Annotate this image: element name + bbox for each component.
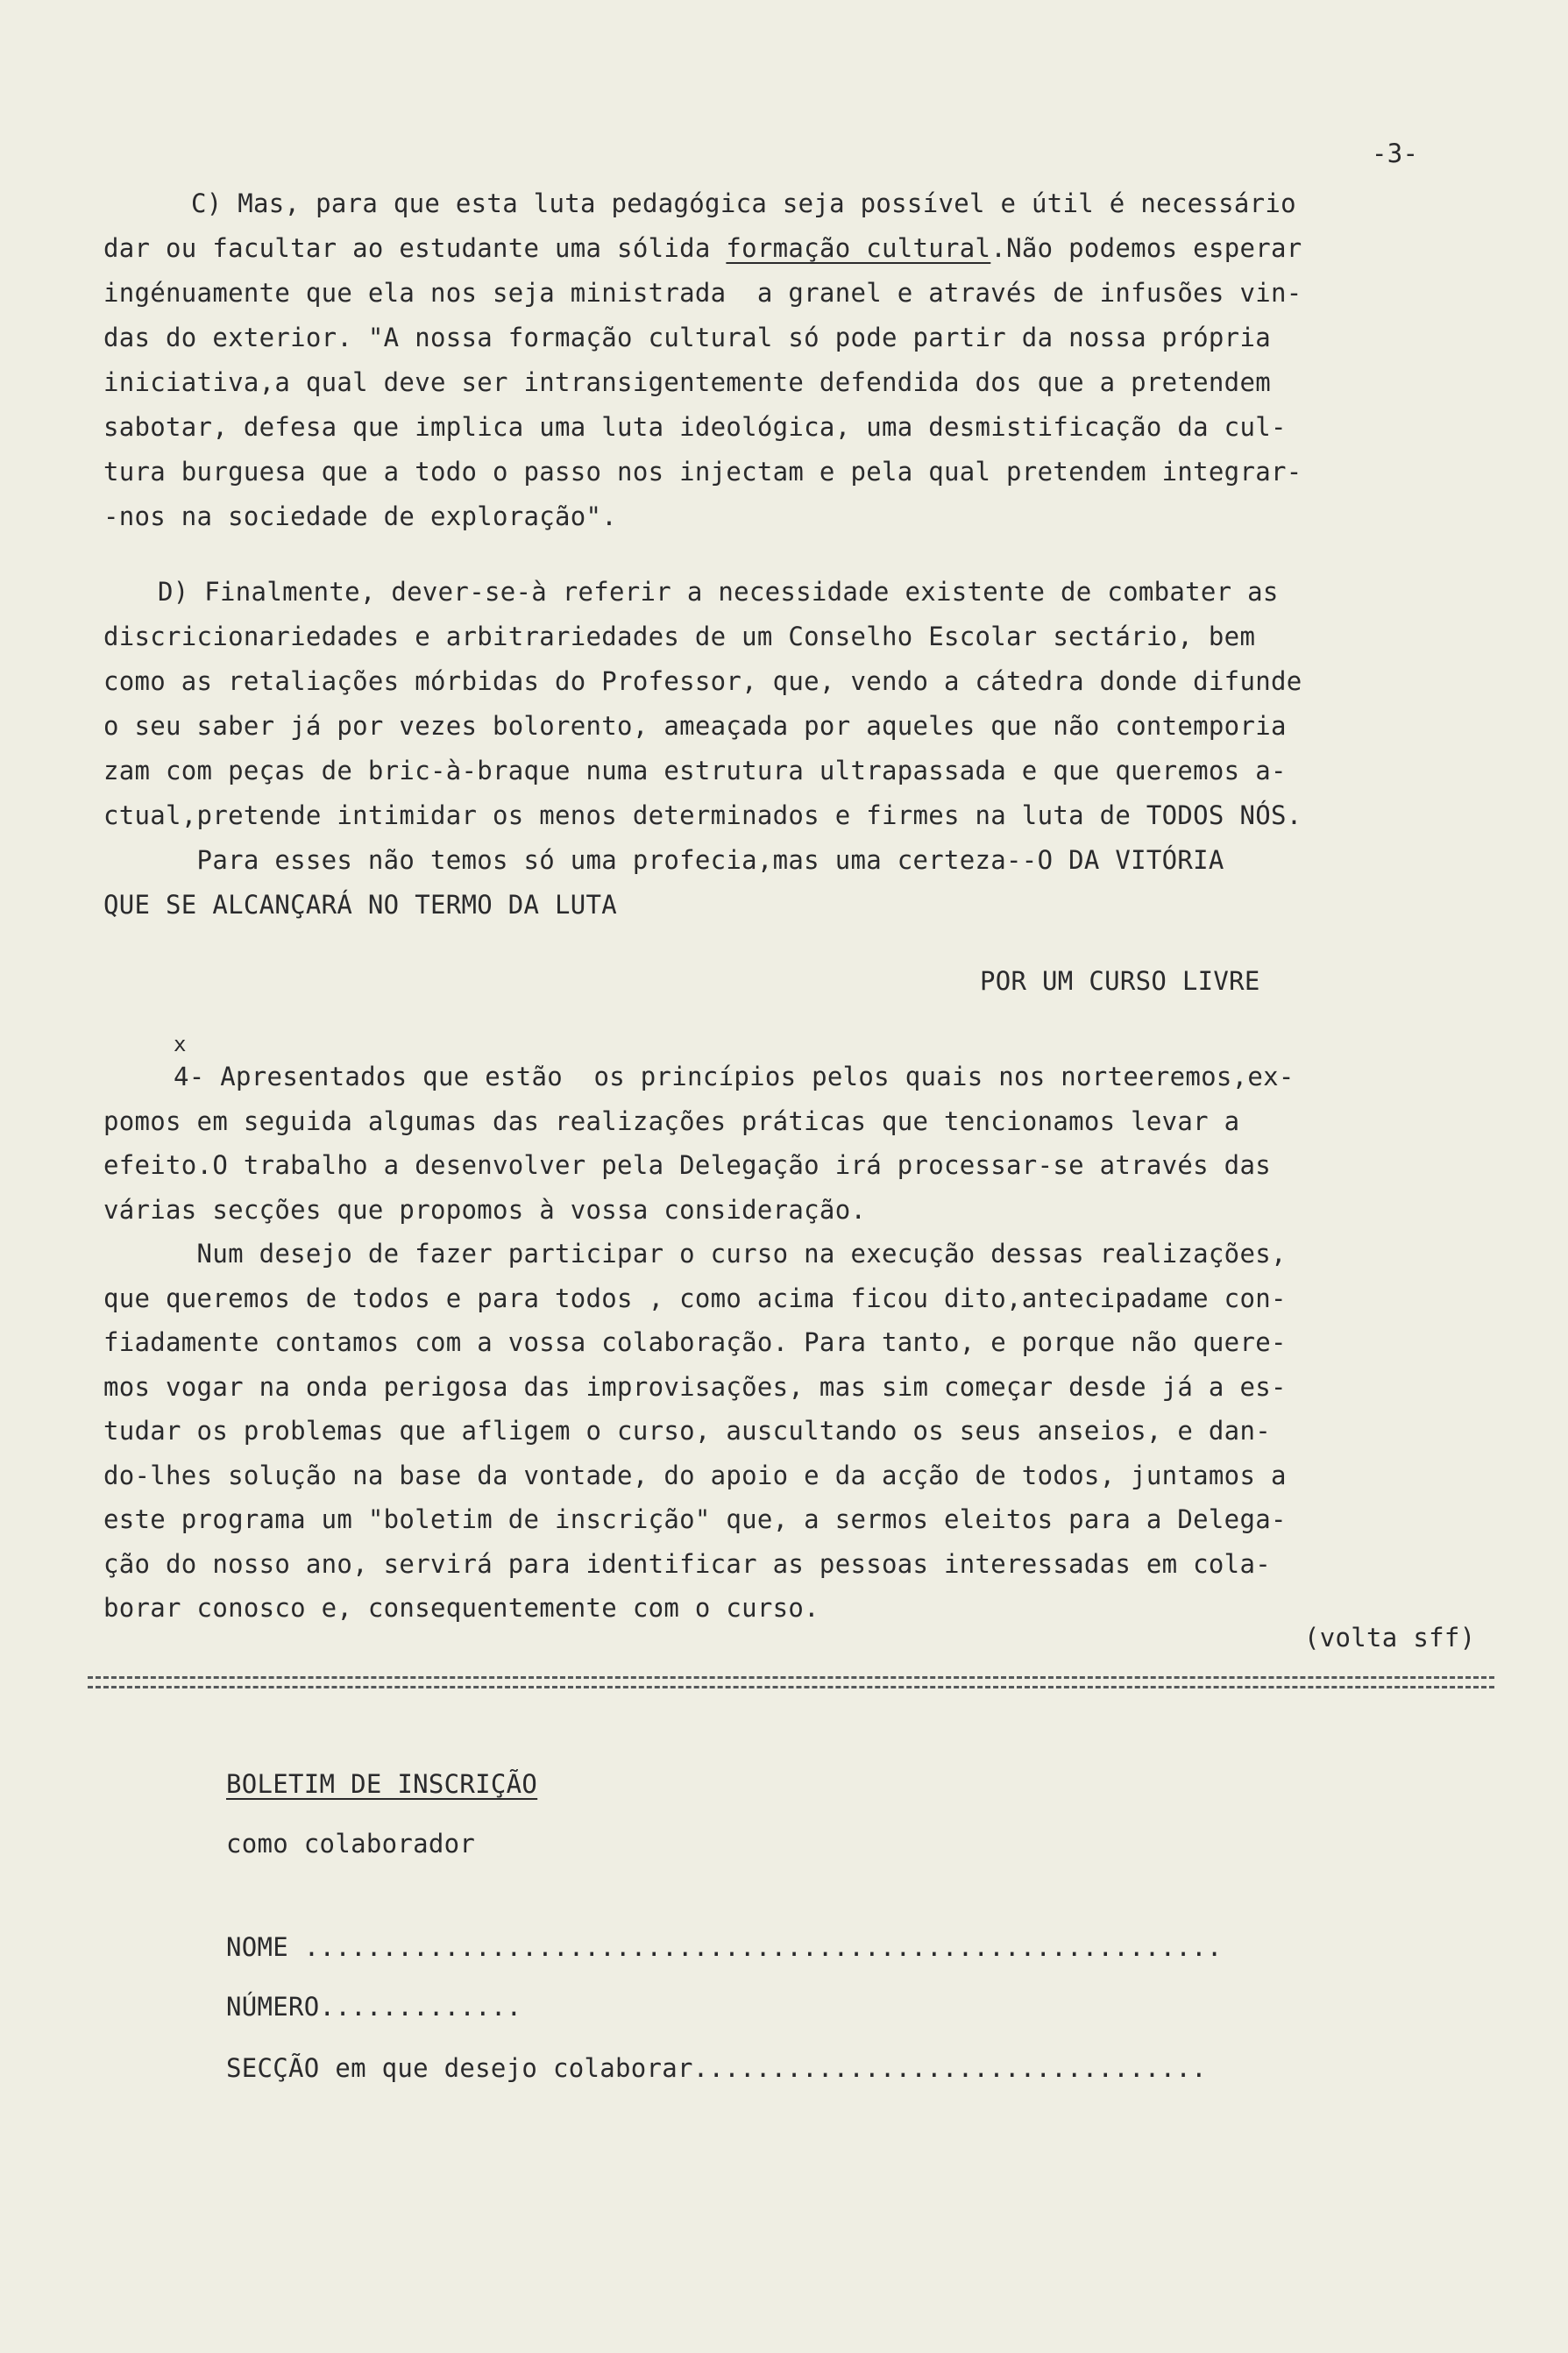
boletim-subtitle: como colaborador	[226, 1829, 476, 1859]
text-line: fiadamente contamos com a vossa colaboração. Para tanto, e porque não quere-	[103, 1327, 1287, 1357]
text-line: iniciativa,a qual deve ser intransigentemente defendida dos que a pretendem	[103, 367, 1271, 397]
text-line: Num desejo de fazer participar o curso na execução dessas realizações,	[103, 1239, 1287, 1269]
text-line: borar conosco e, consequentemente com o curso.	[103, 1593, 819, 1623]
text-line: que queremos de todos e para todos , como acima ficou dito,antecipadame con-	[103, 1283, 1287, 1313]
text-line: sabotar, defesa que implica uma luta ideológica, uma desmistificação da cul-	[103, 412, 1287, 442]
volta-note: (volta sff)	[1304, 1623, 1476, 1653]
numero-field: NÚMERO.............	[226, 1992, 522, 2022]
text-line: C) Mas, para que esta luta pedagógica seja possível e útil é necessário	[191, 188, 1296, 218]
text-line: ctual,pretende intimidar os menos determinados e firmes na luta de TODOS NÓS.	[103, 800, 1302, 830]
text-line: pomos em seguida algumas das realizações práticas que tencionamos levar a	[103, 1105, 1240, 1136]
text-line: zam com peças de bric-à-braque numa estrutura ultrapassada e que queremos a-	[103, 756, 1287, 786]
text-line: este programa um "boletim de inscrição" que, a sermos eleitos para a Delega-	[103, 1504, 1287, 1534]
dashed-divider	[88, 1676, 1494, 1688]
text-line: QUE SE ALCANÇARÁ NO TERMO DA LUTA	[103, 890, 618, 920]
text-line: como as retaliações mórbidas do Professor, que, vendo a cátedra donde difunde	[103, 666, 1302, 696]
text-line: efeito.O trabalho a desenvolver pela Delegação irá processar-se através das	[103, 1150, 1271, 1180]
text-line: D) Finalmente, dever-se-à referir a necessidade existente de combater as	[158, 577, 1279, 607]
page-number: -3-	[1372, 139, 1419, 168]
text-line: 4- Apresentados que estão os princípios pelos quais nos norteeremos,ex-	[174, 1062, 1295, 1091]
nome-field: NOME ...........................................................	[226, 1932, 1223, 1962]
text-line: -nos na sociedade de exploração".	[103, 501, 618, 531]
text-line: ingénuamente que ela nos seja ministrada a granel e através de infusões vin-	[103, 278, 1302, 308]
text-line: mos vogar na onda perigosa das improvisações, mas sim começar desde já a es-	[103, 1371, 1287, 1402]
text-line: das do exterior. "A nossa formação cultural só pode partir da nossa própria	[103, 323, 1271, 352]
text-line: o seu saber já por vezes bolorento, ameaçada por aqueles que não contemporia	[103, 711, 1287, 741]
underlined-phrase: formação cultural	[726, 233, 991, 263]
text-line: ção do nosso ano, servirá para identificar as pessoas interessadas em cola-	[103, 1548, 1271, 1579]
text-line: tura burguesa que a todo o passo nos injectam e pela qual pretendem integrar-	[103, 457, 1302, 487]
boletim-title: BOLETIM DE INSCRIÇÃO	[226, 1769, 538, 1799]
slogan: POR UM CURSO LIVRE	[980, 966, 1260, 996]
text-line: Para esses não temos só uma profecia,mas uma certeza--O DA VITÓRIA	[103, 845, 1224, 875]
seccao-field: SECÇÃO em que desejo colaborar.................................	[226, 2053, 1207, 2083]
text-line: tudar os problemas que afligem o curso, auscultando os seus anseios, e dan-	[103, 1416, 1271, 1446]
text-line: discricionariedades e arbitrariedades de um Conselho Escolar sectário, bem	[103, 622, 1256, 651]
text-line: dar ou facultar ao estudante uma sólida formação cultural.Não podemos esperar	[103, 233, 1302, 263]
text-line: do-lhes solução na base da vontade, do apoio e da acção de todos, juntamos a	[103, 1460, 1287, 1490]
text-line: várias secções que propomos à vossa consideração.	[103, 1194, 867, 1225]
x-mark: x	[174, 1032, 187, 1056]
